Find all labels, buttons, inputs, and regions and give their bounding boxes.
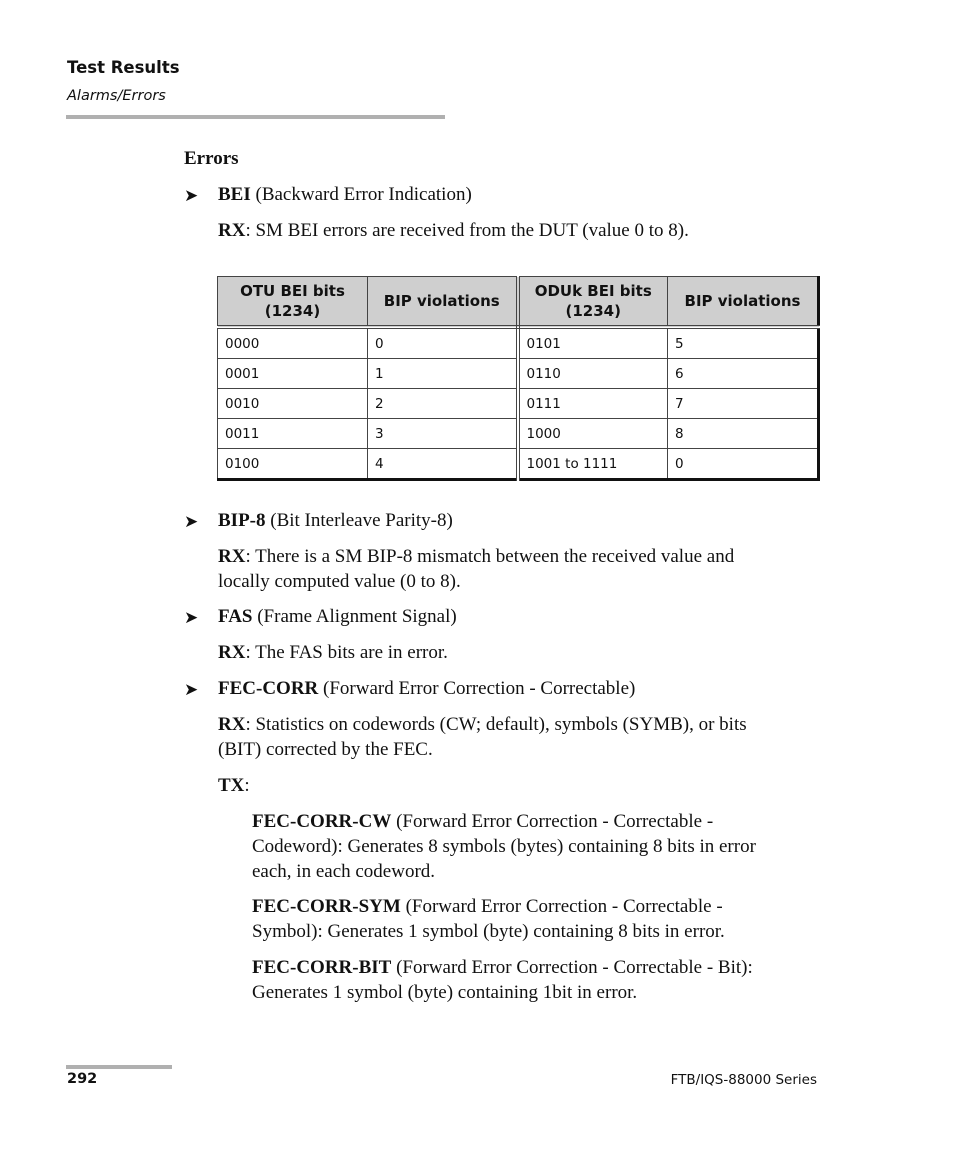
bip8-item <box>218 508 453 533</box>
rx-label: RX <box>218 220 246 241</box>
fas-term: FAS <box>218 606 253 627</box>
feccorr-description: (Forward Error Correction - Correctable) <box>318 678 636 699</box>
bei-bip-table <box>217 276 820 481</box>
fec-corr-cw-term: FEC-CORR-CW <box>252 811 392 832</box>
fec-corr-bit-line: Generates 1 symbol (byte) containing 1bit in error. <box>252 982 638 1003</box>
bip8-rx-line: locally computed value (0 to 8). <box>218 571 461 592</box>
arrow-bullet-icon: ➤ <box>184 608 199 627</box>
bei-rx-paragraph <box>218 218 689 243</box>
footer-divider <box>66 1065 172 1069</box>
table-row <box>218 419 819 449</box>
table-cell: 3 <box>368 419 518 449</box>
table-cell: 0 <box>368 327 518 359</box>
table-cell: 0001 <box>218 359 368 389</box>
arrow-bullet-icon: ➤ <box>184 186 199 205</box>
fas-rx-text: : The FAS bits are in error. <box>245 642 448 663</box>
feccorr-rx-line: : Statistics on codewords (CW; default), symbols (SYMB), or bits <box>245 714 747 735</box>
bei-description: (Backward Error Indication) <box>250 184 472 205</box>
arrow-bullet-icon: ➤ <box>184 680 199 699</box>
table-cell: 1000 <box>518 419 668 449</box>
table-cell: 0100 <box>218 449 368 480</box>
bip8-rx-paragraph <box>218 544 734 594</box>
fec-corr-sym-paragraph <box>252 894 725 944</box>
table-cell: 0000 <box>218 327 368 359</box>
fec-corr-bit-term: FEC-CORR-BIT <box>252 957 392 978</box>
fec-corr-cw-line: (Forward Error Correction - Correctable - <box>391 811 714 832</box>
table-cell: 0111 <box>518 389 668 419</box>
table-cell: 4 <box>368 449 518 480</box>
table-cell: 0010 <box>218 389 368 419</box>
fec-corr-cw-line: Codeword): Generates 8 symbols (bytes) containing 8 bits in error <box>252 836 756 857</box>
rx-label: RX <box>218 714 246 735</box>
table-cell: 1001 to 1111 <box>518 449 668 480</box>
table-cell: 2 <box>368 389 518 419</box>
page-number: 292 <box>67 1071 98 1087</box>
fas-item <box>218 604 457 629</box>
bip8-rx-line: : There is a SM BIP-8 mismatch between the received value and <box>245 546 735 567</box>
fec-corr-cw-line: each, in each codeword. <box>252 861 436 882</box>
table-cell: 8 <box>668 419 819 449</box>
rx-label: RX <box>218 546 246 567</box>
table-cell: 0101 <box>518 327 668 359</box>
header-divider <box>66 115 445 119</box>
table-cell: 0011 <box>218 419 368 449</box>
table-cell: 1 <box>368 359 518 389</box>
bip8-term: BIP-8 <box>218 510 266 531</box>
table-row <box>218 449 819 480</box>
bei-item <box>218 182 472 207</box>
fec-corr-sym-line: Symbol): Generates 1 symbol (byte) containing 8 bits in error. <box>252 921 725 942</box>
rx-label: RX <box>218 642 246 663</box>
table-cell: 7 <box>668 389 819 419</box>
tx-label: TX <box>218 775 245 796</box>
chapter-title: Test Results <box>67 58 180 77</box>
table-cell: 6 <box>668 359 819 389</box>
feccorr-term: FEC-CORR <box>218 678 319 699</box>
table-cell: 0 <box>668 449 819 480</box>
table-row <box>218 389 819 419</box>
column-header: BIP violations <box>668 277 819 328</box>
section-subtitle: Alarms/Errors <box>67 88 166 104</box>
bip8-description: (Bit Interleave Parity-8) <box>265 510 453 531</box>
fec-corr-sym-line: (Forward Error Correction - Correctable - <box>400 896 723 917</box>
fec-corr-bit-line: (Forward Error Correction - Correctable - Bit): <box>391 957 753 978</box>
feccorr-tx-paragraph <box>218 773 250 798</box>
fas-rx-paragraph <box>218 640 448 665</box>
feccorr-rx-line: (BIT) corrected by the FEC. <box>218 739 433 760</box>
bei-rx-text: : SM BEI errors are received from the DUT (value 0 to 8). <box>245 220 689 241</box>
bei-term: BEI <box>218 184 251 205</box>
fec-corr-sym-term: FEC-CORR-SYM <box>252 896 401 917</box>
table-row <box>218 359 819 389</box>
fec-corr-bit-paragraph <box>252 955 753 1005</box>
table-header-row <box>218 277 819 328</box>
table-row <box>218 327 819 359</box>
tx-colon: : <box>244 775 250 796</box>
table-cell: 0110 <box>518 359 668 389</box>
arrow-bullet-icon: ➤ <box>184 512 199 531</box>
product-series: FTB/IQS-88000 Series <box>670 1072 817 1088</box>
column-header: BIP violations <box>368 277 518 328</box>
errors-heading: Errors <box>184 148 239 169</box>
fas-description: (Frame Alignment Signal) <box>252 606 457 627</box>
table-cell: 5 <box>668 327 819 359</box>
fec-corr-cw-paragraph <box>252 809 756 884</box>
feccorr-item <box>218 676 635 701</box>
feccorr-rx-paragraph <box>218 712 747 762</box>
column-header: OTU BEI bits (1234) <box>218 277 368 328</box>
column-header: ODUk BEI bits (1234) <box>518 277 668 328</box>
